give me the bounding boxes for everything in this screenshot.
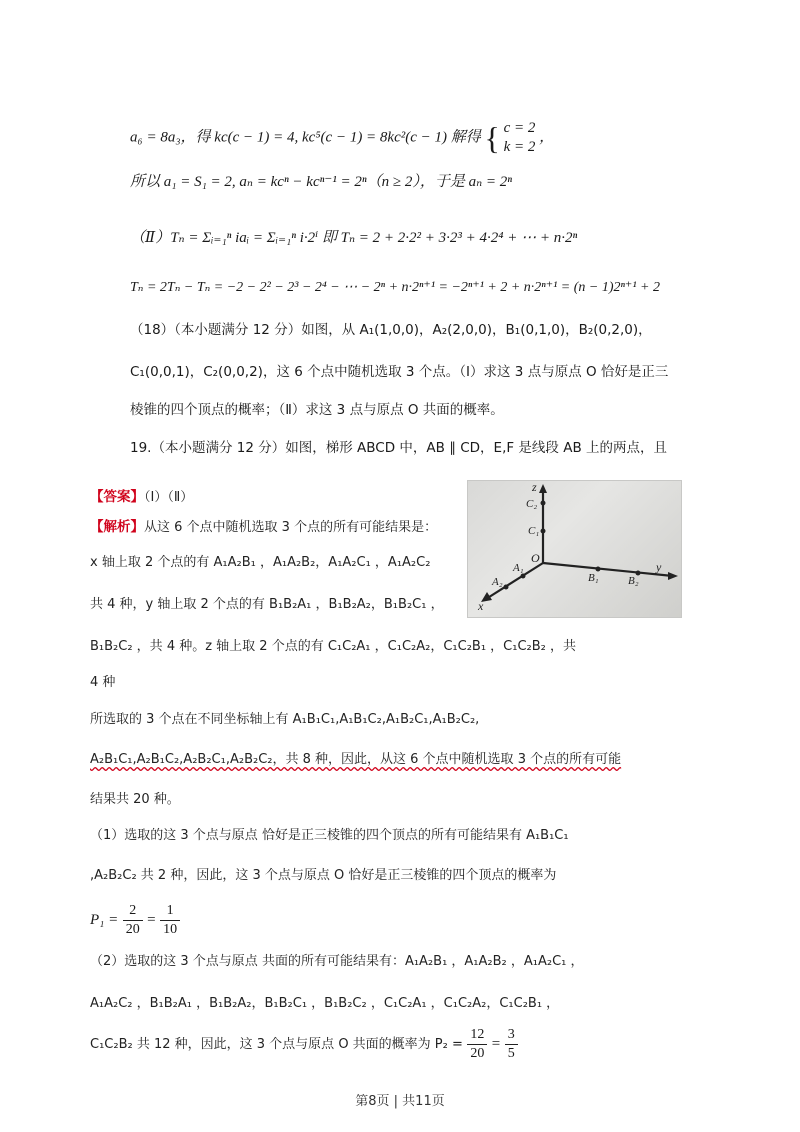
answer-text: （Ⅰ）（Ⅱ） [144,490,194,505]
point-c1 [541,529,546,534]
p1-eq: = [147,912,156,928]
p17-line1-end: ， [539,129,555,146]
label-c1: C₁ [528,525,540,537]
p2-fraction-2 [505,1026,518,1063]
analysis-l2: x 轴上取 2 个点的有 A₁A₂B₁ ，A₁A₂B₂，A₁A₂C₁ ，A₁A₂C₂ [90,555,431,570]
answer-tag: 【答案】 [90,489,144,505]
p1-formula [90,900,180,940]
p2-frac2-den: 5 [507,1045,515,1061]
p1-fraction-2 [160,902,180,939]
label-y: y [656,560,662,574]
analysis-l9: （1）选取的这 3 个点与原点 恰好是正三棱锥的四个顶点的所有可能结果有 A₁B₁C₁ [90,828,569,843]
system-brace: { [484,120,500,156]
p1-frac1-den: 20 [125,921,140,937]
point-b1 [596,567,601,572]
p2-frac1-den: 20 [470,1045,485,1061]
p18-line1: （18）（本小题满分 12 分）如图，从 A₁(1,0,0)，A₂(2,0,0)，B₁(0,1,0)，B₂(0,2,0)， [130,322,652,338]
p19-line1: 19.（本小题满分 12 分）如图，梯形 ABCD 中，AB ∥ CD，E,F 是线段 AB 上的两点，且 [130,440,667,456]
analysis-l7 [90,750,621,770]
p1-frac2-den: 10 [163,921,178,937]
analysis-l12: （2）选取的这 3 个点与原点 共面的所有可能结果有：A₁A₂B₁ ，A₁A₂B₂ ，A₁A₂C₁ ， [90,954,584,969]
p2-frac2-num: 3 [505,1026,518,1045]
p1-fraction-1 [123,902,143,939]
p1-frac2-num: 1 [160,902,180,921]
p2-formula [90,1024,518,1064]
point-a1 [521,574,526,579]
analysis-l14: C₁C₂B₂ 共 12 种，因此，这 3 个点与原点 O 共面的概率为 P₂ = [90,1037,463,1052]
p17-line4: Tₙ = 2Tₙ − Tₙ = −2 − 2² − 2³ − 2⁴ − ⋯ − 2ⁿ + n·2ⁿ⁺¹ = −2ⁿ⁺¹ + 2 + n·2ⁿ⁺¹ = (n − 1)2ⁿ⁺¹ + 2 [130,280,660,295]
analysis-tag: 【解析】 [90,519,144,535]
z-arrow-icon [539,484,547,493]
label-a2: A₂ [492,576,503,588]
y-arrow-icon [668,572,678,580]
p1-frac1-num: 2 [123,902,143,921]
p17-line2: 所以 a₁ = S₁ = 2, aₙ = kcⁿ − kcⁿ⁻¹ = 2ⁿ（n ≥ 2），于是 aₙ = 2ⁿ [130,174,512,190]
p17-line3: （Ⅱ）Tₙ = Σᵢ₌₁ⁿ iaᵢ = Σᵢ₌₁ⁿ i·2ⁱ 即 Tₙ = 2 + 2·2² + 3·2³ + 4·2⁴ + ⋯ + n·2ⁿ [130,230,578,246]
analysis-line1 [90,517,437,538]
axes-diagram [468,481,681,617]
sys-c: c = 2 [503,120,536,136]
label-z: z [532,481,537,494]
solution-system [504,119,536,157]
analysis-l10: ,A₂B₂C₂ 共 2 种，因此，这 3 个点与原点 O 恰好是正三棱锥的四个顶点的概率为 [90,868,557,883]
point-a2 [504,585,509,590]
label-b1: B₁ [588,572,599,584]
p17-line1-formula: a₆ = 8a₃，得 kc(c − 1) = 4, kc⁵(c − 1) = 8kc²(c − 1) 解得 [130,129,481,146]
y-axis [543,563,673,576]
p1-label: P₁ = [90,912,119,928]
label-b2: B₂ [628,575,639,587]
point-c2 [541,501,546,506]
analysis-l6-text: 所选取的 3 个点在不同坐标轴上有 A₁B₁C₁,A₁B₁C₂,A₁B₂C₁,A₁B₂C₂, [90,712,480,727]
analysis-l4: B₁B₂C₂ ，共 4 种。z 轴上取 2 个点的有 C₁C₂A₁ ，C₁C₂A₂，C₁C₂B₁ ，C₁C₂B₂ ，共 [90,639,577,654]
p18-line2: C₁(0,0,1)，C₂(0,0,2)，这 6 个点中随机选取 3 个点。（Ⅰ）求这 3 点与原点 O 恰好是正三 [130,364,669,380]
label-origin: O [531,551,540,565]
analysis-l5: 4 种 [90,675,116,690]
label-a1: A₁ [513,562,524,574]
answer-line [90,487,193,508]
analysis-l7-text: A₂B₁C₁,A₂B₁C₂,A₂B₂C₁,A₂B₂C₂，共 8 种，因此，从这 6 个点中随机选取 3 个点的所有可能 [90,752,622,767]
analysis-l1: 从这 6 个点中随机选取 3 个点的所有可能结果是： [144,520,438,535]
analysis-l6 [90,710,479,730]
analysis-l8: 结果共 20 种。 [90,792,180,807]
label-c2: C₂ [526,498,538,510]
p2-eq: = [491,1036,501,1052]
p18-line3: 棱锥的四个顶点的概率；（Ⅱ）求这 3 点与原点 O 共面的概率。 [130,402,504,418]
analysis-l3: 共 4 种，y 轴上取 2 个点的有 B₁B₂A₁ ，B₁B₂A₂，B₁B₂C₁ ， [90,597,444,612]
p17-line1 [130,118,554,158]
p2-frac1-num: 12 [467,1026,487,1045]
analysis-l13: A₁A₂C₂ ，B₁B₂A₁ ，B₁B₂A₂，B₁B₂C₁ ，B₁B₂C₂ ，C₁C₂A₁ ，C₁C₂A₂，C₁C₂B₁ ， [90,996,560,1011]
page-footer: 第8页 | 共11页 [355,1094,445,1109]
coordinate-figure [467,480,682,618]
p2-fraction-1 [467,1026,487,1063]
sys-k: k = 2 [503,139,536,155]
label-x: x [478,599,484,613]
